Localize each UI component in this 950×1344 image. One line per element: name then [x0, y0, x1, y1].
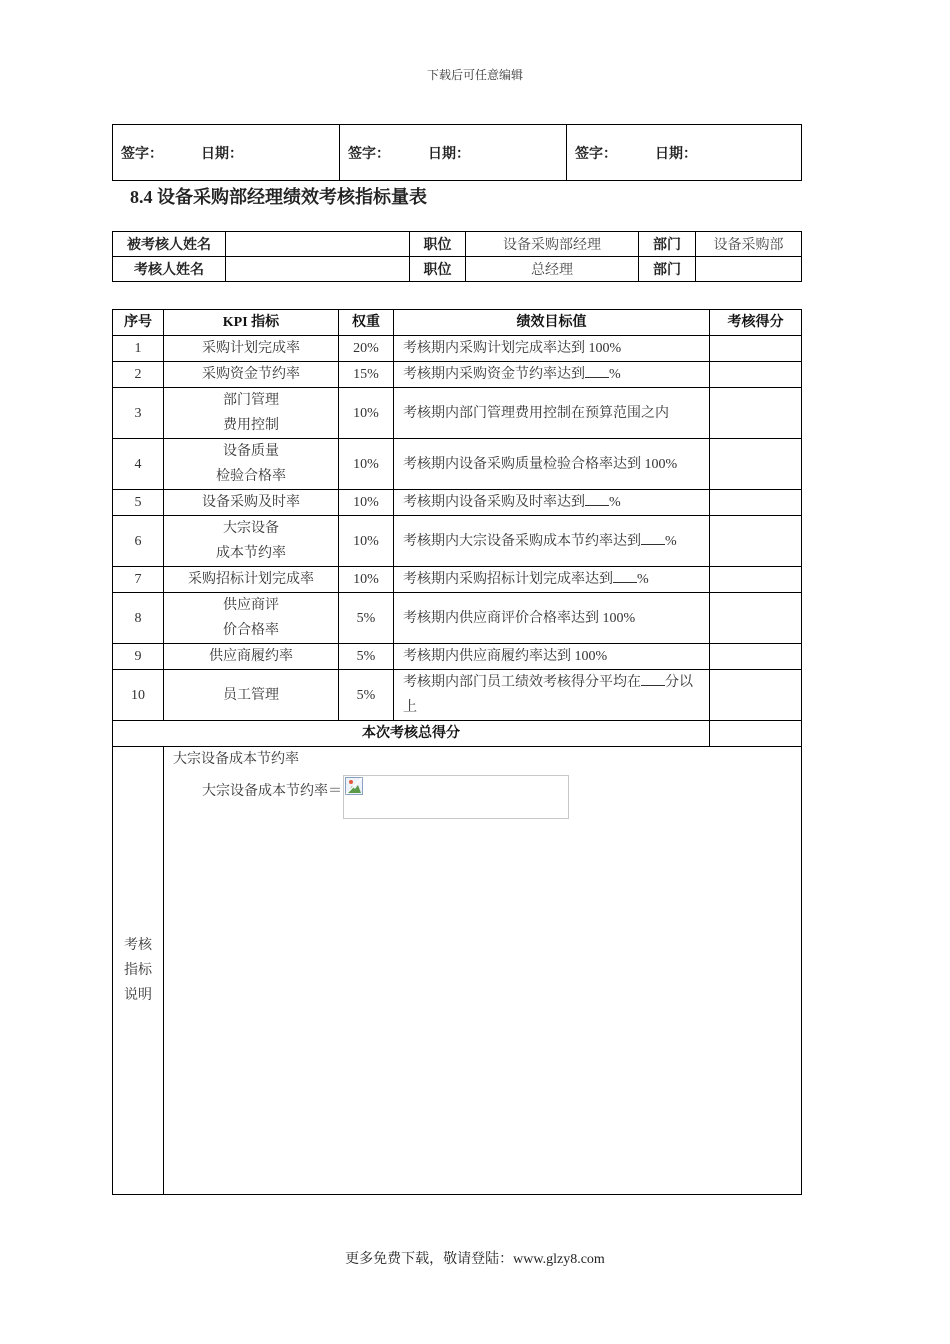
row-target: 考核期内部门管理费用控制在预算范围之内 — [394, 388, 710, 439]
row-score — [710, 516, 802, 567]
date-label: 日期： — [428, 146, 470, 162]
target-text: 考核期内采购招标计划完成率达到 — [403, 572, 613, 587]
table-row — [113, 490, 802, 516]
sign-label: 签字： — [121, 146, 163, 162]
row-score — [710, 644, 802, 670]
row-kpi — [164, 516, 339, 567]
row-target — [394, 490, 710, 516]
kpi-line: 价合格率 — [223, 623, 279, 638]
header-weight: 权重 — [339, 310, 394, 336]
row-weight: 5% — [339, 644, 394, 670]
header-no: 序号 — [113, 310, 164, 336]
dept-value: 设备采购部 — [696, 232, 802, 257]
row-no: 5 — [113, 490, 164, 516]
signature-cell-3 — [567, 125, 802, 181]
description-label-line: 说明 — [124, 988, 152, 1003]
row-weight: 10% — [339, 516, 394, 567]
row-target — [394, 516, 710, 567]
signature-cell-1 — [113, 125, 340, 181]
table-row — [113, 567, 802, 593]
kpi-line: 费用控制 — [223, 418, 279, 433]
fill-blank — [641, 671, 665, 686]
assessee-name-value — [226, 232, 410, 257]
position-value: 设备采购部经理 — [466, 232, 639, 257]
assessor-name-value — [226, 257, 410, 282]
footer-note: 更多免费下载，敬请登陆：www.glzy8.com — [345, 1252, 605, 1267]
row-score — [710, 670, 802, 721]
description-label — [113, 747, 164, 1195]
kpi-line: 供应商评 — [223, 598, 279, 613]
table-row — [113, 593, 802, 644]
table-row — [113, 516, 802, 567]
row-weight: 20% — [339, 336, 394, 362]
table-row — [113, 439, 802, 490]
row-kpi: 设备采购及时率 — [164, 490, 339, 516]
row-no: 2 — [113, 362, 164, 388]
row-score — [710, 362, 802, 388]
kpi-line: 部门管理 — [223, 393, 279, 408]
formula — [202, 775, 569, 819]
fill-blank — [585, 363, 609, 378]
row-score — [710, 567, 802, 593]
row-weight: 15% — [339, 362, 394, 388]
row-target — [394, 567, 710, 593]
row-score — [710, 439, 802, 490]
row-target: 考核期内采购计划完成率达到 100% — [394, 336, 710, 362]
row-weight: 10% — [339, 490, 394, 516]
broken-image-icon — [345, 777, 363, 795]
row-score — [710, 490, 802, 516]
row-kpi — [164, 439, 339, 490]
row-weight: 5% — [339, 593, 394, 644]
target-suffix: % — [665, 533, 677, 549]
row-target — [394, 362, 710, 388]
row-score — [710, 388, 802, 439]
signature-cell-2 — [340, 125, 567, 181]
total-score-label: 本次考核总得分 — [113, 721, 710, 747]
target-text: 考核期内部门员工绩效考核得分平均在 — [403, 675, 641, 690]
row-target: 考核期内设备采购质量检验合格率达到 100% — [394, 439, 710, 490]
row-target: 考核期内供应商评价合格率达到 100% — [394, 593, 710, 644]
row-weight: 10% — [339, 388, 394, 439]
formula-label: 大宗设备成本节约率＝ — [202, 784, 342, 799]
table-row — [113, 362, 802, 388]
table-row — [113, 388, 802, 439]
target-suffix: % — [609, 495, 621, 510]
header-kpi: KPI 指标 — [164, 310, 339, 336]
dept-label: 部门 — [639, 232, 696, 257]
row-target: 考核期内供应商履约率达到 100% — [394, 644, 710, 670]
row-no: 6 — [113, 516, 164, 567]
row-kpi: 采购计划完成率 — [164, 336, 339, 362]
row-no: 4 — [113, 439, 164, 490]
description-label-line: 指标 — [124, 963, 152, 978]
fill-blank — [585, 491, 609, 506]
row-kpi — [164, 388, 339, 439]
row-weight: 10% — [339, 439, 394, 490]
table-row — [113, 670, 802, 721]
position-label: 职位 — [410, 257, 466, 282]
table-row — [113, 336, 802, 362]
row-no: 9 — [113, 644, 164, 670]
row-no: 3 — [113, 388, 164, 439]
assessee-name-label: 被考核人姓名 — [113, 232, 226, 257]
kpi-line: 设备质量 — [223, 444, 279, 459]
dept-value — [696, 257, 802, 282]
dept-label: 部门 — [639, 257, 696, 282]
position-label: 职位 — [410, 232, 466, 257]
signature-table — [112, 124, 802, 181]
row-kpi — [164, 593, 339, 644]
header-target: 绩效目标值 — [394, 310, 710, 336]
row-no: 10 — [113, 670, 164, 721]
formula-image-placeholder — [343, 775, 569, 819]
row-score — [710, 593, 802, 644]
row-kpi: 供应商履约率 — [164, 644, 339, 670]
section-title: 8.4 设备采购部经理绩效考核指标量表 — [130, 187, 427, 207]
kpi-line: 成本节约率 — [216, 546, 286, 561]
fill-blank — [641, 530, 665, 545]
row-no: 8 — [113, 593, 164, 644]
target-text: 考核期内采购资金节约率达到 — [403, 367, 585, 382]
position-value: 总经理 — [466, 257, 639, 282]
fill-blank — [613, 568, 637, 583]
row-weight: 5% — [339, 670, 394, 721]
table-row — [113, 644, 802, 670]
description-label-line: 考核 — [124, 938, 152, 953]
assessee-info-table — [112, 231, 802, 282]
header-score: 考核得分 — [710, 310, 802, 336]
sign-label: 签字： — [348, 146, 390, 162]
row-kpi: 采购招标计划完成率 — [164, 567, 339, 593]
description-body — [164, 747, 802, 1195]
target-text: 考核期内设备采购及时率达到 — [403, 495, 585, 510]
indicator-description-row — [113, 747, 802, 1195]
target-suffix: 分以上 — [403, 675, 693, 715]
row-score — [710, 336, 802, 362]
row-weight: 10% — [339, 567, 394, 593]
kpi-line: 大宗设备 — [223, 521, 279, 536]
date-label: 日期： — [655, 146, 697, 162]
kpi-header-row — [113, 310, 802, 336]
assessor-name-label: 考核人姓名 — [113, 257, 226, 282]
row-no: 1 — [113, 336, 164, 362]
row-no: 7 — [113, 567, 164, 593]
header-note: 下载后可任意编辑 — [426, 68, 523, 82]
kpi-line: 检验合格率 — [216, 469, 286, 484]
target-text: 考核期内大宗设备采购成本节约率达到 — [403, 533, 641, 549]
target-suffix: % — [637, 572, 649, 587]
total-score-value — [710, 721, 802, 747]
date-label: 日期： — [201, 146, 243, 162]
kpi-table — [112, 309, 802, 1195]
sign-label: 签字： — [575, 146, 617, 162]
total-score-row — [113, 721, 802, 747]
row-kpi: 采购资金节约率 — [164, 362, 339, 388]
description-title: 大宗设备成本节约率 — [173, 752, 299, 767]
row-target — [394, 670, 710, 721]
target-suffix: % — [609, 367, 621, 382]
row-kpi: 员工管理 — [164, 670, 339, 721]
